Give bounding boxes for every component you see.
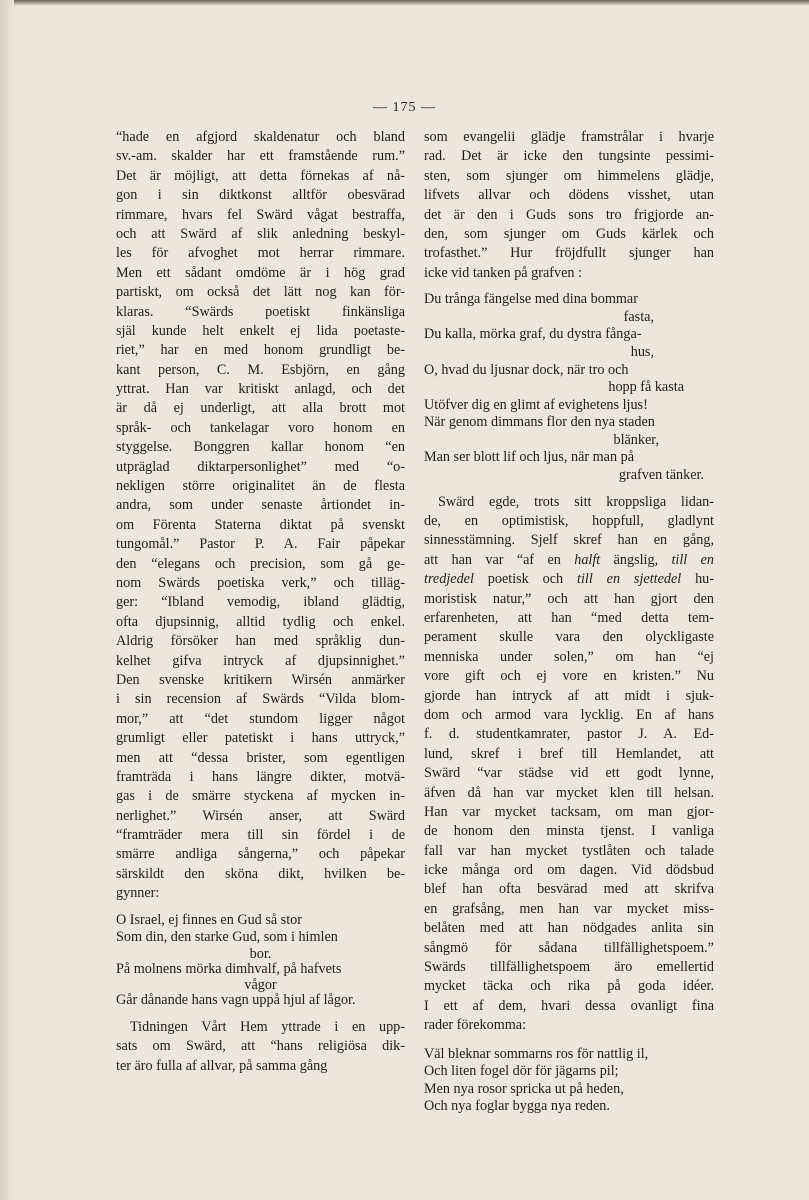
- text-segment: att han var “af en: [424, 551, 575, 568]
- text-line: erfarenheten, att han “med detta tem-: [424, 610, 714, 626]
- verse-line: Utöfver dig en glimt af evighetens ljus!: [424, 396, 648, 413]
- verse-line: O Israel, ej finnes en Gud så stor: [116, 911, 302, 928]
- right-verse-2: [424, 1046, 714, 1116]
- text-line: de, en optimistisk, hoppfull, gladlynt: [424, 513, 714, 530]
- text-line: språk- och tankelagar voro honom en: [116, 419, 405, 436]
- text-line: de honom den minsta tjenst. I vanliga: [424, 823, 714, 840]
- page-top-edge: [0, 0, 809, 6]
- text-line: det är den i Guds sons tro frigjorde an-: [424, 206, 714, 223]
- text-segment: hu-: [681, 571, 714, 588]
- text-line: särskildt den sköna dikt, hvilken be-: [116, 865, 405, 882]
- text-line: som evangelii glädje framstrålar i hvarje: [424, 129, 714, 145]
- verse-line: Går dånande hans vagn uppå hjul af lågor.: [116, 992, 356, 1009]
- verse-line: Som din, den starke Gud, som i himlen: [116, 929, 338, 946]
- verse-line-continuation: hopp få kasta: [608, 379, 684, 396]
- verse-line: Och nya foglar bygga nya reden.: [424, 1098, 610, 1115]
- verse-line-continuation: blänker,: [613, 431, 659, 448]
- text-line: Swärd “var städse vid ett godt lynne,: [424, 765, 714, 782]
- text-line: gas i de smärre styckena af mycken in-: [116, 788, 405, 805]
- text-line: rimmare, hvars fel Swärd vågat bestraffa,: [116, 206, 405, 223]
- verse-line: Väl bleknar sommarns ros för nattlig il,: [424, 1045, 649, 1062]
- text-line: dom och armod vara lycklig. En af hans: [424, 706, 714, 723]
- verse-line-continuation: grafven tänker.: [618, 467, 704, 484]
- text-line: men att “dessa brister, som egentligen: [116, 749, 405, 766]
- text-segment: poetisk och: [473, 571, 578, 588]
- text-line: riet,” har en med honom grundligt be-: [116, 342, 405, 359]
- text-line: les för afvoghet mot herrar rimmare.: [116, 245, 405, 262]
- text-line: Men ett sådant omdöme är i hög grad: [116, 264, 405, 281]
- text-line: blef han ofta besvärad med att skrifva: [424, 881, 714, 898]
- text-line: är då ej underligt, att alla brott mot: [116, 400, 405, 417]
- text-line: yttrat. Han var kritiskt anlagd, och det: [116, 381, 405, 398]
- text-line: äfven då han var mycket klen till helsan.: [424, 784, 714, 801]
- verse-line: Man ser blott lif och ljus, när man på: [424, 449, 635, 466]
- verse-line-continuation: bor.: [249, 945, 272, 962]
- left-paragraph-1: [116, 128, 405, 904]
- text-line: icke många ord om dagen. Vid dödsbud: [424, 862, 714, 879]
- text-line: “framträder mera till sin fördel i de: [116, 827, 405, 844]
- italic-text: halft: [574, 551, 601, 568]
- text-line: ter äro fulla af allvar, på samma gång: [116, 1057, 328, 1074]
- text-line: Swärds tillfällighetspoem äro emellertid: [424, 959, 714, 976]
- text-line: ofta djupsinnig, alltid tydlig och enkel.: [116, 613, 405, 630]
- text-line: om Förenta Staterna diktat på svenskt: [116, 516, 405, 533]
- left-verse: [116, 912, 405, 1010]
- text-line: lifvets allvar och dödens visshet, utan: [424, 187, 714, 204]
- text-line: perament skulle vara den olyckligaste: [424, 629, 714, 646]
- text-line: den “elegans och precision, som gå ge-: [116, 555, 405, 572]
- left-paragraph-2: [116, 1018, 405, 1076]
- verse-line: O, hvad du ljusnar dock, när tro och: [424, 361, 629, 378]
- text-line: nerlighet.” Wirsén anser, att Swärd: [116, 807, 405, 824]
- text-line: kelhet gifva intryck af djupsinnighet.”: [116, 652, 405, 669]
- text-segment: ängslig,: [600, 551, 672, 568]
- text-line: vore gift och ej vore en kristen.” Nu: [424, 668, 714, 685]
- text-line: sten, som sjunger om himmelens glädje,: [424, 167, 714, 184]
- text-line: sinnesstämning. Sjelf skref han en gång,: [424, 532, 714, 549]
- text-line: ger: “Ibland vemodig, ibland glädtig,: [116, 594, 405, 611]
- text-line: partiskt, om också det lätt nog kan för-: [116, 284, 405, 301]
- left-column: [116, 128, 405, 1076]
- italic-text: till en sjettedel: [577, 571, 682, 588]
- text-line: sångmö för sådana tillfällighetspoem.”: [424, 939, 714, 956]
- text-line: mor,” att “det stundom ligger något: [116, 710, 405, 727]
- right-paragraph-2: [424, 493, 714, 1036]
- text-line: Den svenske kritikern Wirsén anmärker: [116, 671, 405, 688]
- verse-line: Du kalla, mörka graf, du dystra fånga-: [424, 326, 642, 343]
- right-column: [424, 128, 714, 1124]
- text-line: klaras. “Swärds poetiskt finkänsliga: [116, 303, 405, 320]
- right-paragraph-1: [424, 128, 714, 283]
- page-left-edge: [0, 0, 14, 1200]
- verse-line-continuation: vågor: [244, 977, 277, 994]
- text-line: icke vid tanken på grafven :: [424, 264, 582, 281]
- text-line: Aldrig försöker han med språklig dun-: [116, 633, 405, 650]
- text-line: Tidningen Vårt Hem yttrade i en upp-: [130, 1019, 405, 1035]
- text-line: gynner:: [116, 885, 160, 902]
- text-line: andra, som under senaste årtiondet in-: [116, 497, 405, 514]
- right-verse-1: [424, 291, 714, 485]
- right-paragraph-2-rest: [424, 590, 714, 1036]
- verse-line: Men nya rosor spricka ut på heden,: [424, 1080, 624, 1097]
- text-line: lund, skref i bref till Hemlandet, att: [424, 745, 714, 762]
- text-line: Det är möjligt, att detta förnekas af nå-: [116, 167, 405, 184]
- text-line: smärre andliga sångerna,” och påpekar: [116, 846, 405, 863]
- verse-line: När genom dimmans flor den nya staden: [424, 414, 655, 431]
- text-line: [424, 570, 714, 589]
- text-line: I ett af dem, hvari dessa ovanligt fina: [424, 997, 714, 1014]
- text-line: Swärd egde, trots sitt kroppsliga lidan-: [438, 493, 714, 510]
- text-line: en grafsång, men han var mycket miss-: [424, 900, 714, 917]
- text-line: gon i sin diktkonst alltför obesvärad: [116, 187, 405, 204]
- text-line: gjorde han intryck af att midt i sjuk-: [424, 687, 714, 704]
- text-line: f. d. studentkamrater, pastor J. A. Ed-: [424, 726, 714, 743]
- text-line: i sin recension af Swärds “Vilda blom-: [116, 691, 405, 708]
- text-line: trofasthet.” Hur fröjdfullt sjunger han: [424, 245, 714, 262]
- verse-line-continuation: fasta,: [623, 308, 654, 325]
- text-line: styggelse. Bonggren kallar honom “en: [116, 439, 405, 456]
- text-line: Han var mycket tacksam, om man gjor-: [424, 803, 714, 820]
- text-line: själ kunde helt enkelt ej lida poetaste-: [116, 322, 405, 339]
- text-line: moristisk natur,” och att han gjort den: [424, 590, 714, 607]
- text-line: fall var han mycket tystlåten och talade: [424, 842, 714, 859]
- text-line: mycket täcka och rika på goda idéer.: [424, 978, 714, 995]
- text-line: framträda i hans längre dikter, motvä-: [116, 768, 405, 785]
- text-line: grumligt eller patetiskt i hans uttryck,”: [116, 730, 405, 747]
- verse-line-continuation: hus,: [630, 343, 654, 360]
- text-line: tungomål.” Pastor P. A. Fair påpekar: [116, 536, 405, 553]
- text-line: menniska under solen,” om han “ej: [424, 648, 714, 665]
- text-line: nom Swärds poetiska verk,” och tilläg-: [116, 574, 405, 591]
- verse-line: Du trånga fängelse med dina bommar: [424, 291, 638, 308]
- text-line: den, som sjunger om Guds kärlek och: [424, 225, 714, 242]
- text-line: sats om Swärd, att “hans religiösa dik-: [116, 1038, 405, 1055]
- text-line: och att Swärd af slik anledning beskyl-: [116, 225, 405, 242]
- text-line: rad. Det är icke den tungsinte pessimi-: [424, 148, 714, 165]
- text-line: nekligen större originalitet än de flesta: [116, 478, 405, 495]
- italic-text: till en: [671, 551, 714, 568]
- text-line: rader förekomma:: [424, 1017, 527, 1034]
- page-number: — 175 —: [373, 100, 436, 115]
- text-line: kant person, C. M. Esbjörn, en gång: [116, 361, 405, 378]
- verse-line: På molnens mörka dimhvalf, på hafvets: [116, 960, 342, 977]
- text-line: belåten med att han nödgades anlita sin: [424, 920, 714, 937]
- italic-text: tredjedel: [424, 571, 474, 588]
- text-line: sv.-am. skalder har ett framstående rum.”: [116, 148, 405, 165]
- text-line: utpräglad diktarpersonlighet” med “o-: [116, 458, 405, 475]
- text-line: “hade en afgjord skaldenatur och bland: [116, 129, 405, 145]
- verse-line: Och liten fogel dör för jägarns pil;: [424, 1063, 619, 1080]
- text-line: [424, 551, 714, 570]
